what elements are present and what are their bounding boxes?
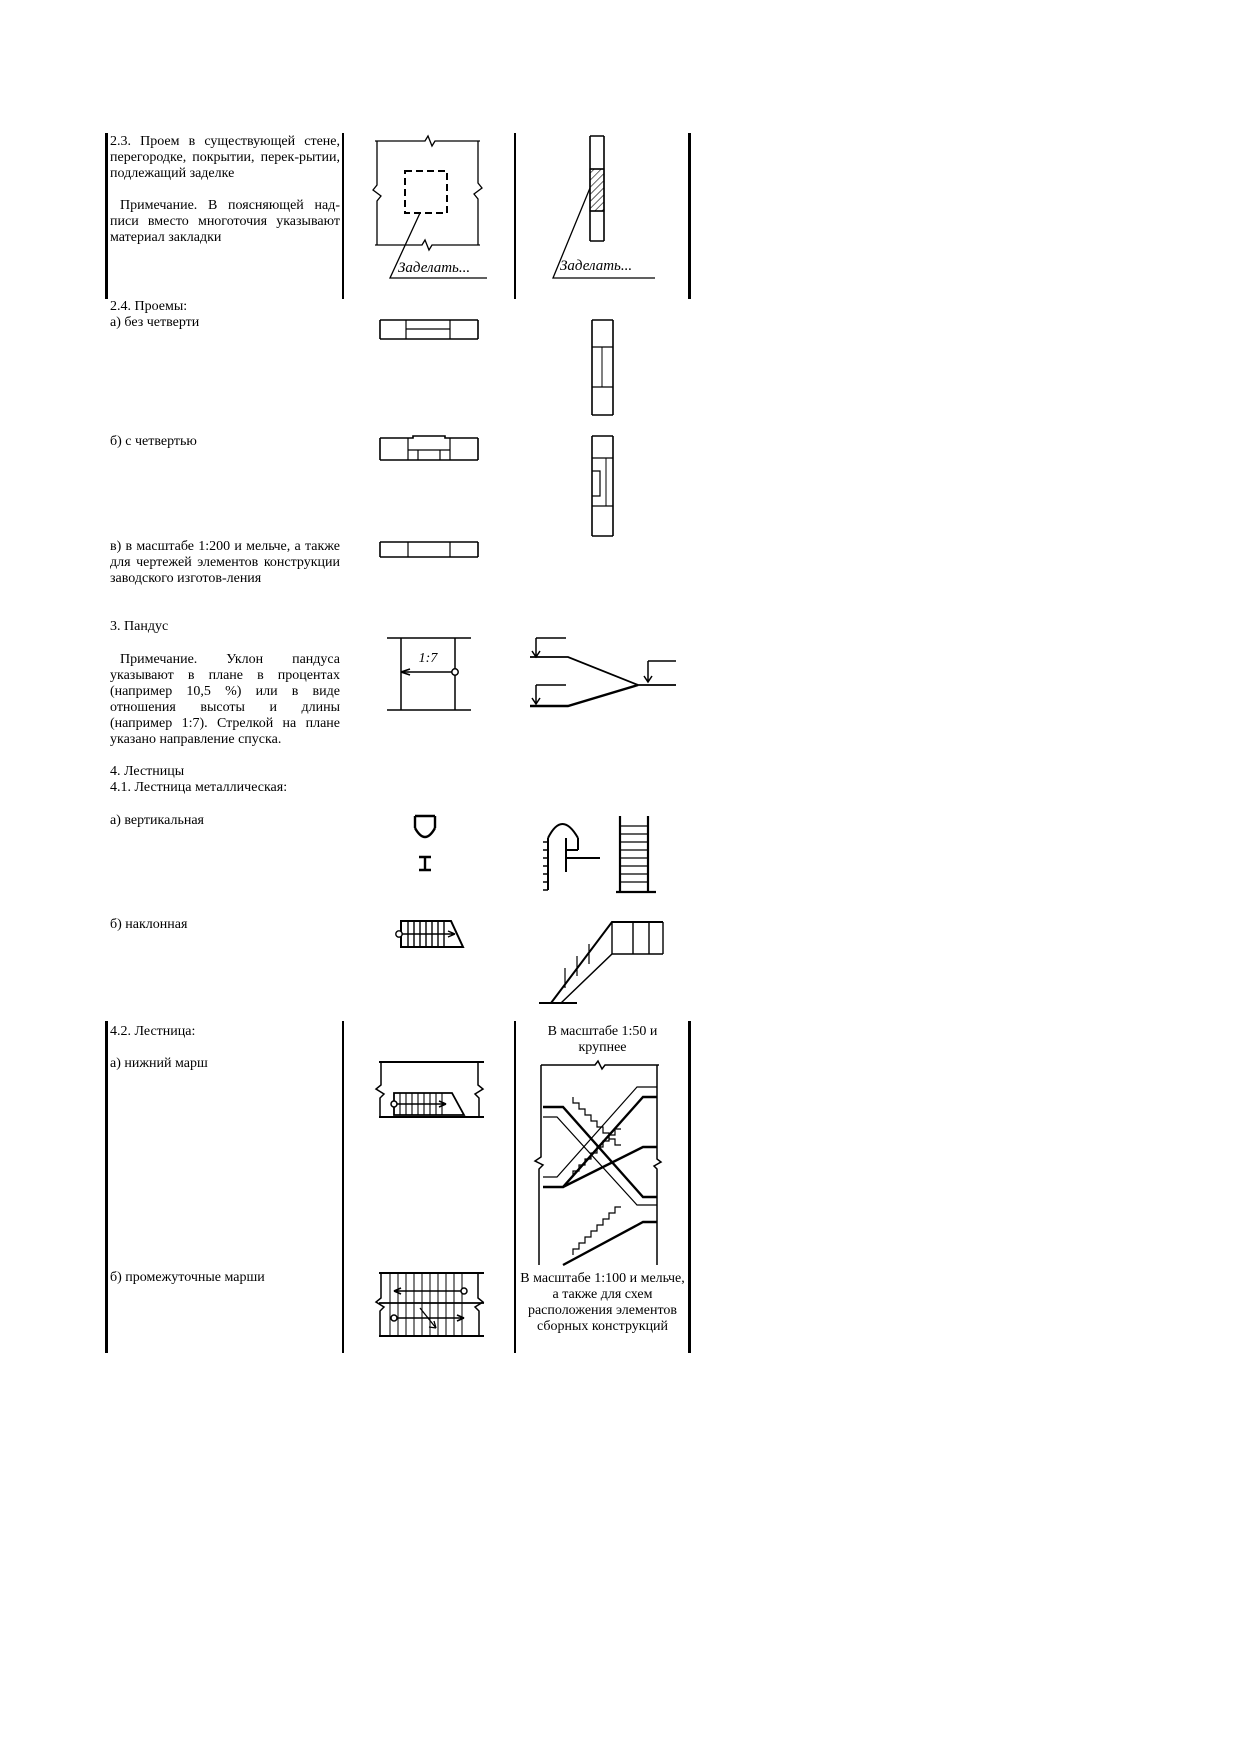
ramp-plan-drawing: [385, 635, 475, 715]
opening-plan-drawing: [370, 133, 490, 283]
section-4-1-a: а) вертикальная: [110, 813, 204, 828]
table-border-left-bottom: [105, 1021, 108, 1353]
intermediate-flights-plan: [374, 1270, 489, 1340]
ramp-section-drawing: [528, 630, 678, 710]
opening-quarter-plan: [378, 434, 480, 464]
opening-quarter-section: [588, 434, 618, 539]
opening-small-scale-plan: [378, 540, 480, 560]
table-border-right-top: [688, 133, 691, 299]
opening-section-label: Заделать...: [560, 258, 633, 274]
section-2-4-v: в) в масштабе 1:200 и мельче, а также для чертежей элементов конструкции заводского изготов-ления: [110, 539, 340, 586]
opening-plan-label: Заделать...: [398, 260, 471, 276]
table-divider-2-top: [514, 133, 516, 299]
table-border-right-bottom: [688, 1021, 691, 1353]
section-4-1-subtitle: 4.1. Лестница металлическая:: [110, 780, 288, 795]
section-3-note: Примечание. Уклон пандуса указывают в плане в процентах (например 10,5 %) или в виде отношения высоты и длины (например 1:7). Стрелкой на плане указано направление спуска.: [110, 652, 340, 747]
ramp-slope-label: 1:7: [418, 651, 438, 666]
section-3-title: 3. Пандус: [110, 619, 169, 634]
vertical-ladder-plan: [410, 812, 440, 874]
section-4-2-b: б) промежуточные марши: [110, 1270, 265, 1285]
section-2-4-b: б) с четвертью: [110, 434, 197, 449]
table-divider-1-top: [342, 133, 344, 299]
opening-section-drawing: [545, 133, 670, 283]
opening-no-quarter-plan: [378, 318, 480, 342]
inclined-ladder-plan: [393, 917, 468, 952]
lower-flight-plan: [374, 1057, 489, 1127]
section-4-2-a: а) нижний марш: [110, 1056, 208, 1071]
section-4-title: 4. Лестницы: [110, 764, 185, 779]
table-divider-1-bottom: [342, 1021, 344, 1353]
section-2-4-a: а) без четверти: [110, 315, 200, 330]
vertical-ladder-elevation: [540, 810, 665, 895]
scale-caption-small: В масштабе 1:100 и мельче, а также для схем расположения элементов сборных конструкций: [520, 1271, 685, 1334]
staircase-section-drawing: [533, 1057, 663, 1269]
inclined-ladder-elevation: [537, 918, 667, 1006]
section-2-3-title: 2.3. Проем в существующей стене, перегородке, покрытии, перек-рытии, подлежащий заделке: [110, 134, 340, 181]
section-2-4-title: 2.4. Проемы:: [110, 299, 188, 314]
section-2-3-note: Примечание. В поясняющей над-писи вместо многоточия указывают материал закладки: [110, 198, 340, 245]
section-4-2-title: 4.2. Лестница:: [110, 1024, 196, 1039]
section-4-1-b: б) наклонная: [110, 917, 188, 932]
scale-caption-large: В масштабе 1:50 и крупнее: [547, 1024, 658, 1055]
table-border-left-top: [105, 133, 108, 299]
table-divider-2-bottom: [514, 1021, 516, 1353]
opening-no-quarter-section: [588, 318, 618, 418]
